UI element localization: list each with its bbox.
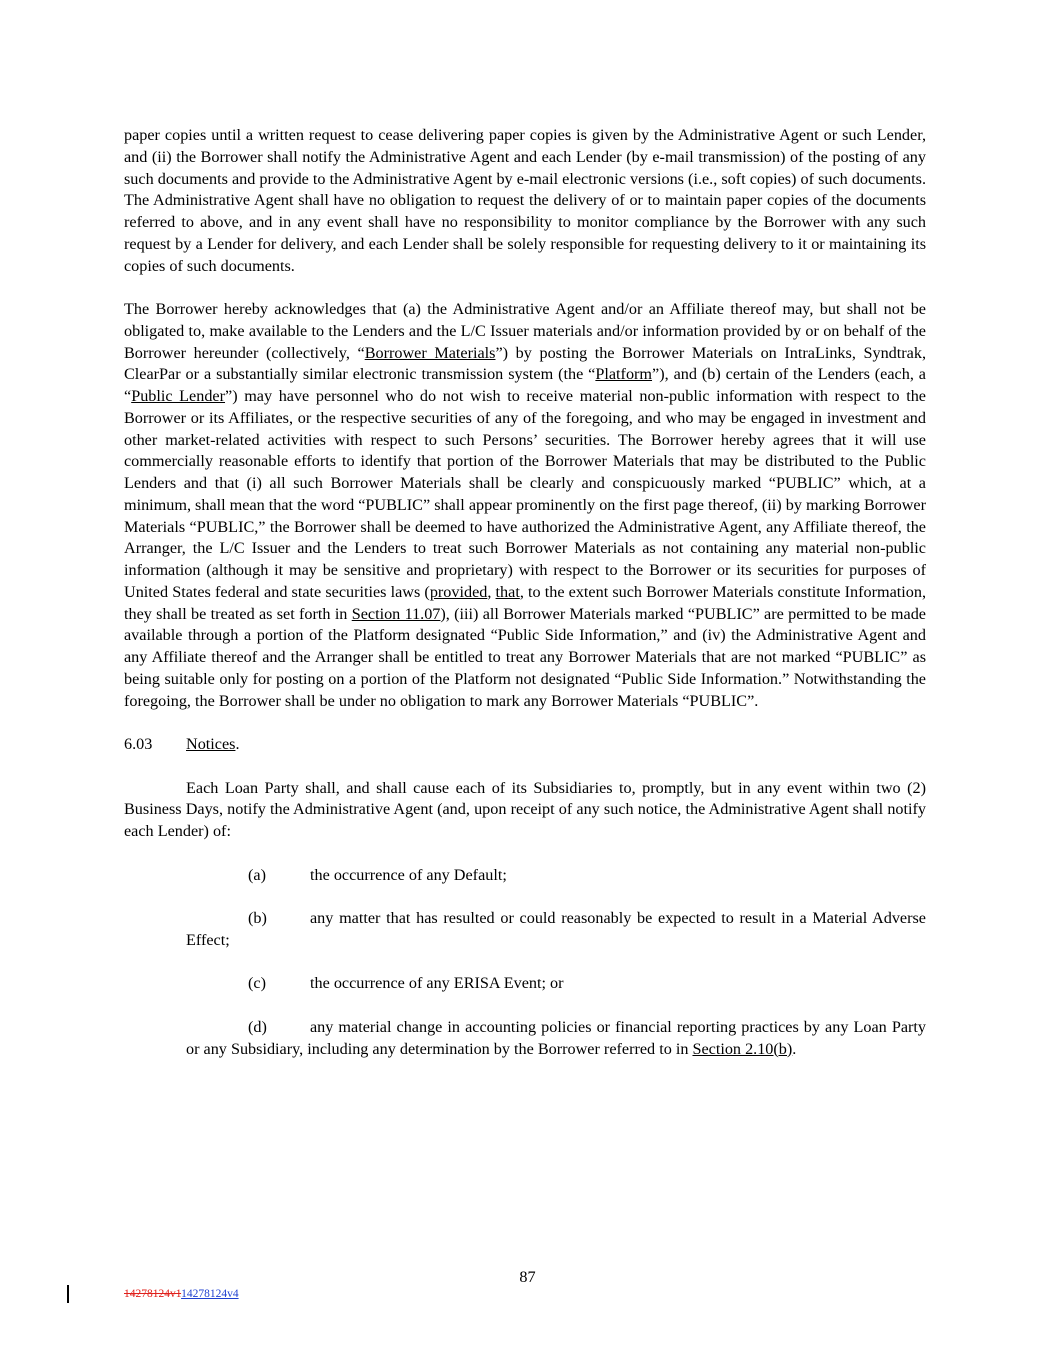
document-id-deleted: 14278124v1	[124, 1288, 182, 1300]
text-run: ”), and (b) certain of the Lenders (each, a “	[124, 365, 926, 405]
document-id-inserted: 14278124v4	[181, 1288, 239, 1300]
section-number: 6.03	[124, 735, 153, 753]
item-label: (d)	[248, 1017, 267, 1036]
document-body	[124, 125, 926, 1060]
section-reference-2-10b: Section 2.10(b)	[692, 1039, 793, 1058]
text-run: The Borrower hereby acknowledges that (a) the Administrative Agent and/or an Affiliate thereof may, but shall not be obligated to, make available to the Lenders and the L/C Issuer materials and/or information provided by or on behalf of the Borrower hereunder (collectively, “	[124, 300, 926, 362]
section-reference-11-07: Section 11.07	[351, 604, 441, 623]
paragraph-notices-intro: Each Loan Party shall, and shall cause each of its Subsidiaries to, promptly, but in any event within two (2) Business Days, notify the Administrative Agent (and, upon receipt of any such notice, the Administrative Agent shall notify each Lender) of:	[124, 778, 926, 840]
text-run: ”) may have personnel who do not wish to receive material non-public information with respect to the Borrower or its Affiliates, or the respective securities of any of the foregoing, and who may be engaged in investment and other market-related activities with respect to such Persons’ securities. The Borrower hereby agrees that it will use commercially reasonable efforts to identify that portion of the Borrower Materials that may be distributed to the Public Lenders and that (i) all such Borrower Materials shall be clearly and conspicuously marked “PUBLIC” which, at a minimum, shall mean that the word “PUBLIC” shall appear prominently on the first page thereof, (ii) by marking Borrower Materials “PUBLIC,” the Borrower shall be deemed to have authorized the Administrative Agent, any Affiliate thereof, the Arranger, the L/C Issuer and the Lenders to treat such Borrower Materials as not containing any material non-public information (although it may be sensitive and proprietary) with respect to the Borrower or its securities for purposes of United States federal and state securities laws (	[124, 387, 926, 601]
section-title-suffix: .	[235, 735, 240, 753]
defined-term-platform: Platform	[595, 365, 653, 384]
list-item-c	[124, 973, 926, 995]
item-text: the occurrence of any Default;	[310, 865, 507, 884]
defined-term-borrower-materials: Borrower Materials	[364, 343, 496, 362]
item-text: any material change in accounting policies or financial reporting practices by any Loan Party or any Subsidiary, including any determination by the Borrower referred to in	[186, 1017, 926, 1058]
item-label: (a)	[248, 865, 266, 884]
paragraph-borrower-materials	[124, 299, 926, 712]
item-label: (c)	[248, 974, 266, 993]
change-bar	[67, 1285, 69, 1303]
section-heading	[124, 734, 926, 756]
item-end: .	[792, 1039, 797, 1058]
list-item-b	[124, 908, 926, 952]
item-text: the occurrence of any ERISA Event; or	[310, 974, 564, 993]
text-run: , to the extent such Borrower Materials constitute Information, they shall be treated as set forth in	[124, 582, 926, 623]
text-run: ”) by posting the Borrower Materials on IntraLinks, Syndtrak, ClearPar or a substantially similar electronic transmission system (the “	[124, 343, 926, 384]
item-text: any matter that has resulted or could reasonably be expected to result in a Material Adverse Effect;	[186, 909, 926, 949]
term-provided: provided	[429, 582, 488, 601]
page-number: 87	[519, 1268, 536, 1286]
text-run: ,	[487, 582, 496, 601]
list-item-d	[124, 1017, 926, 1061]
paragraph-delivery: paper copies until a written request to cease delivering paper copies is given by the Administrative Agent or such Lender, and (ii) the Borrower shall notify the Administrative Agent and each Lender (by e-mail transmission) of the posting of any such documents and provide to the Administrative Agent by e-mail electronic versions (i.e., soft copies) of such documents. The Administrative Agent shall have no obligation to request the delivery of or to maintain paper copies of the documents referred to above, and in any event shall have no responsibility to monitor compliance by the Borrower with any such request by a Lender for delivery, and each Lender shall be solely responsible for requesting delivery to it or maintaining its copies of such documents.	[124, 126, 926, 275]
term-that: that	[495, 582, 520, 601]
list-item-a	[124, 865, 926, 887]
text-run: ), (iii) all Borrower Materials marked “PUBLIC” are permitted to be made available through a portion of the Platform designated “Public Side Information,” and (iv) the Administrative Agent and any Affiliate thereof and the Arranger shall be entitled to treat any Borrower Materials that are not marked “PUBLIC” as being suitable only for posting on a portion of the Platform not designated “Public Side Information.” Notwithstanding the foregoing, the Borrower shall be under no obligation to mark any Borrower Materials “PUBLIC”.	[124, 604, 926, 710]
document-id	[124, 1288, 239, 1300]
defined-term-public-lender: Public Lender	[131, 387, 226, 405]
section-title: Notices	[186, 735, 236, 753]
item-label: (b)	[248, 909, 267, 927]
